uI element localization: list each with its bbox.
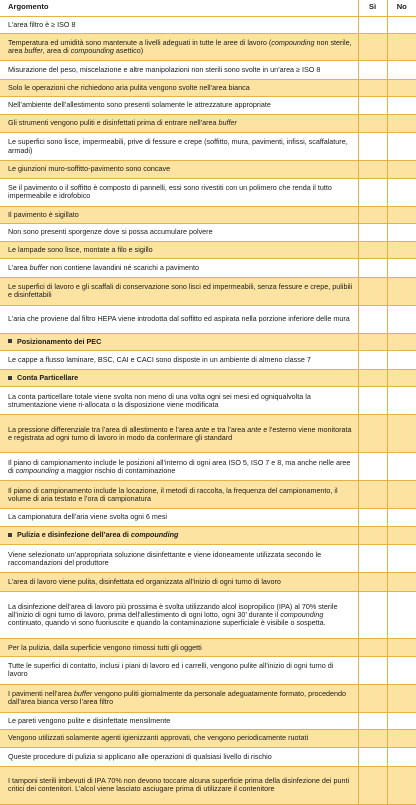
row-text: Viene selezionato un’appropriata soluzione disinfettante e viene idoneamente utilizzata secondo le raccomandazioni del produttore <box>0 545 358 573</box>
section-title: Pulizia e disinfezione dell’area di compounding <box>0 526 358 545</box>
header-no: No <box>387 0 416 16</box>
row-text: Vengono utilizzati solamente agenti igienizzanti approvati, che vengono periodicamente ruotati <box>0 730 358 748</box>
section-title-text: Conta Particellare <box>17 372 79 382</box>
no-checkbox[interactable] <box>387 133 416 161</box>
yes-checkbox[interactable] <box>358 161 387 179</box>
yes-checkbox[interactable] <box>358 415 387 453</box>
checklist-row <box>0 712 416 730</box>
section-header-row <box>0 369 416 387</box>
no-checkbox[interactable] <box>387 591 416 639</box>
row-text: Le superfici sono lisce, impermeabili, prive di fessure e crepe (soffitto, mura, pavimenti, infissi, scaffalature, armadi) <box>0 133 358 161</box>
row-text: Le pareti vengono pulite e disinfettate mensilmente <box>0 712 358 730</box>
checklist-row <box>0 206 416 224</box>
no-checkbox[interactable] <box>387 206 416 224</box>
no-checkbox[interactable] <box>387 481 416 509</box>
no-checkbox[interactable] <box>387 178 416 206</box>
row-text: Tutte le superfici di contatto, inclusi i piani di lavoro ed i carrelli, vengono pulite all’inizio di ogni turno di lavoro <box>0 657 358 685</box>
square-bullet-icon <box>8 339 12 343</box>
row-text: Non sono presenti sporgenze dove si possa accumulare polvere <box>0 224 358 242</box>
checklist-row <box>0 545 416 573</box>
yes-checkbox[interactable] <box>358 16 387 34</box>
row-text: Nell’ambiente dell’allestimento sono presenti solamente le attrezzature appropriate <box>0 97 358 115</box>
row-text: I pavimenti nell’area buffer vengono puliti giornalmente da personale adeguatamente formato, procedendo dall’area bianca verso l’area filtro <box>0 684 358 712</box>
checklist-row <box>0 34 416 61</box>
yes-checkbox[interactable] <box>358 712 387 730</box>
no-checkbox[interactable] <box>387 34 416 61</box>
yes-checkbox[interactable] <box>358 545 387 573</box>
no-checkbox[interactable] <box>387 97 416 115</box>
checklist-row <box>0 684 416 712</box>
yes-checkbox[interactable] <box>358 766 387 805</box>
no-checkbox[interactable] <box>387 545 416 573</box>
no-cell <box>387 333 416 351</box>
row-text: La conta particellare totale viene svolta non meno di una volta ogni sei mesi ed ogniqualvolta la strumentazione viene ri-allocata o la disposizione viene modificata <box>0 387 358 415</box>
no-checkbox[interactable] <box>387 657 416 685</box>
no-checkbox[interactable] <box>387 747 416 766</box>
no-checkbox[interactable] <box>387 387 416 415</box>
yes-cell <box>358 369 387 387</box>
checklist-row <box>0 509 416 527</box>
yes-checkbox[interactable] <box>358 224 387 242</box>
section-header-row <box>0 333 416 351</box>
yes-checkbox[interactable] <box>358 453 387 481</box>
yes-checkbox[interactable] <box>358 481 387 509</box>
row-text: Le giunzioni muro-soffitto-pavimento sono concave <box>0 161 358 179</box>
yes-checkbox[interactable] <box>358 573 387 592</box>
row-text: L’area buffer non contiene lavandini né scarichi a pavimento <box>0 259 358 278</box>
yes-checkbox[interactable] <box>358 591 387 639</box>
row-text: La disinfezione dell’area di lavoro più prossima è svolta utilizzando alcol isopropilico (IPA) al 70% sterile all’inizio di ogni turno di lavoro, prima dell’allestimento di ogni lotto, ogni 30’ durante il compounding continuato, quando vi sono fuoriuscite e quando la contaminazione superficiale è visibile o sospetta. <box>0 591 358 639</box>
yes-checkbox[interactable] <box>358 684 387 712</box>
checklist-row <box>0 97 416 115</box>
checklist-row <box>0 766 416 805</box>
row-text: L’area di lavoro viene pulita, disinfettata ed organizzata all’inizio di ogni turno di lavoro <box>0 573 358 592</box>
checklist-row <box>0 305 416 333</box>
yes-cell <box>358 526 387 545</box>
section-title <box>0 333 358 351</box>
yes-checkbox[interactable] <box>358 60 387 79</box>
row-text: L’area filtro è ≥ ISO 8 <box>0 16 358 34</box>
no-checkbox[interactable] <box>387 16 416 34</box>
no-checkbox[interactable] <box>387 161 416 179</box>
row-text: Le superfici di lavoro e gli scaffali di conservazione sono lisci ed impermeabili, senza fessure e crepe, pulibili e disinfettabili <box>0 277 358 305</box>
yes-checkbox[interactable] <box>358 277 387 305</box>
row-text: Solo le operazioni che richiedono aria pulita vengono svolte nell’area bianca <box>0 79 358 97</box>
yes-checkbox[interactable] <box>358 387 387 415</box>
row-text: Le cappe a flusso laminare, BSC, CAI e CACI sono disposte in un ambiente di almeno classe 7 <box>0 351 358 370</box>
checklist-row <box>0 224 416 242</box>
no-checkbox[interactable] <box>387 305 416 333</box>
yes-checkbox[interactable] <box>358 509 387 527</box>
checklist-row <box>0 591 416 639</box>
row-text: Le lampade sono lisce, montate a filo e sigillo <box>0 241 358 259</box>
checklist-row <box>0 387 416 415</box>
yes-checkbox[interactable] <box>358 241 387 259</box>
no-checkbox[interactable] <box>387 351 416 370</box>
row-text: Per la pulizia, dalla superficie vengono rimossi tutti gli oggetti <box>0 639 358 657</box>
yes-checkbox[interactable] <box>358 747 387 766</box>
no-checkbox[interactable] <box>387 114 416 133</box>
no-checkbox[interactable] <box>387 712 416 730</box>
no-checkbox[interactable] <box>387 60 416 79</box>
yes-checkbox[interactable] <box>358 34 387 61</box>
checklist-row <box>0 730 416 748</box>
checklist-row <box>0 657 416 685</box>
yes-checkbox[interactable] <box>358 730 387 748</box>
checklist-row <box>0 351 416 370</box>
row-text: Il pavimento è sigillato <box>0 206 358 224</box>
header-argument: Argomento <box>0 0 358 16</box>
yes-checkbox[interactable] <box>358 114 387 133</box>
checklist-row <box>0 161 416 179</box>
row-text: Queste procedure di pulizia si applicano alle operazioni di qualsiasi livello di rischio <box>0 747 358 766</box>
yes-checkbox[interactable] <box>358 79 387 97</box>
yes-checkbox[interactable] <box>358 259 387 278</box>
yes-checkbox[interactable] <box>358 206 387 224</box>
row-text: Il piano di campionamento include la locazione, il metodi di raccolta, la frequenza del campionamento, il volume di aria testato e l’ora di campionatura <box>0 481 358 509</box>
yes-checkbox[interactable] <box>358 305 387 333</box>
yes-checkbox[interactable] <box>358 133 387 161</box>
checklist-row <box>0 178 416 206</box>
section-title-text: Posizionamento dei PEC <box>17 336 102 346</box>
no-checkbox[interactable] <box>387 259 416 278</box>
checklist-row <box>0 481 416 509</box>
checklist-row <box>0 453 416 481</box>
checklist-row <box>0 16 416 34</box>
row-text: Misurazione del peso, miscelazione e altre manipolazioni non sterili sono svolte in un’area ≥ ISO 8 <box>0 60 358 79</box>
row-text: I tamponi sterili imbevuti di IPA 70% non devono toccare alcuna superficie prima della disinfezione dei punti critici dei contenitori. L’alcol viene lasciato asciugare prima di utilizzare il contenitore <box>0 766 358 805</box>
checklist-row <box>0 114 416 133</box>
no-checkbox[interactable] <box>387 453 416 481</box>
checklist-row <box>0 241 416 259</box>
no-cell <box>387 526 416 545</box>
no-checkbox[interactable] <box>387 79 416 97</box>
checklist-row <box>0 415 416 453</box>
no-checkbox[interactable] <box>387 224 416 242</box>
row-text: La pressione differenziale tra l’area di allestimento e l’area ante e tra l’area ante e l’esterno viene monitorata e registrata ad ogni turno di lavoro in modo da confermare gli standard <box>0 415 358 453</box>
checklist-row <box>0 747 416 766</box>
square-bullet-icon <box>8 533 12 537</box>
row-text: L’aria che proviene dal filtro HEPA viene introdotta dal soffitto ed aspirata nella porzione inferiore delle mura <box>0 305 358 333</box>
row-text: Gli strumenti vengono puliti e disinfettati prima di entrare nell’area buffer <box>0 114 358 133</box>
yes-checkbox[interactable] <box>358 639 387 657</box>
checklist-row <box>0 133 416 161</box>
yes-checkbox[interactable] <box>358 178 387 206</box>
no-checkbox[interactable] <box>387 730 416 748</box>
yes-checkbox[interactable] <box>358 657 387 685</box>
square-bullet-icon <box>8 376 12 380</box>
no-checkbox[interactable] <box>387 573 416 592</box>
yes-cell <box>358 333 387 351</box>
row-text: Se il pavimento o il soffitto è composto di pannelli, essi sono rivestiti con un polimero che renda il tutto impermeabile e idrofobico <box>0 178 358 206</box>
checklist-row <box>0 259 416 278</box>
row-text: Il piano di campionamento include le posizioni all’interno di ogni area ISO 5, ISO 7 e 8, ma anche nelle aree di compounding a maggior rischio di contaminazione <box>0 453 358 481</box>
section-header-row <box>0 526 416 545</box>
no-checkbox[interactable] <box>387 277 416 305</box>
checklist-row <box>0 60 416 79</box>
checklist-row <box>0 639 416 657</box>
no-checkbox[interactable] <box>387 509 416 527</box>
no-cell <box>387 369 416 387</box>
yes-checkbox[interactable] <box>358 351 387 370</box>
yes-checkbox[interactable] <box>358 97 387 115</box>
header-row <box>0 0 416 16</box>
checklist-row <box>0 277 416 305</box>
no-checkbox[interactable] <box>387 684 416 712</box>
checklist-row <box>0 79 416 97</box>
no-checkbox[interactable] <box>387 639 416 657</box>
section-title <box>0 369 358 387</box>
no-checkbox[interactable] <box>387 415 416 453</box>
checklist-row <box>0 573 416 592</box>
header-yes: Sì <box>358 0 387 16</box>
no-checkbox[interactable] <box>387 766 416 805</box>
no-checkbox[interactable] <box>387 241 416 259</box>
row-text: La campionatura dell’aria viene svolta ogni 6 mesi <box>0 509 358 527</box>
row-text: Temperatura ed umidità sono mantenute a livelli adeguati in tutte le aree di lavoro (compounding non sterile, area buffer, area di compounding asettico) <box>0 34 358 61</box>
